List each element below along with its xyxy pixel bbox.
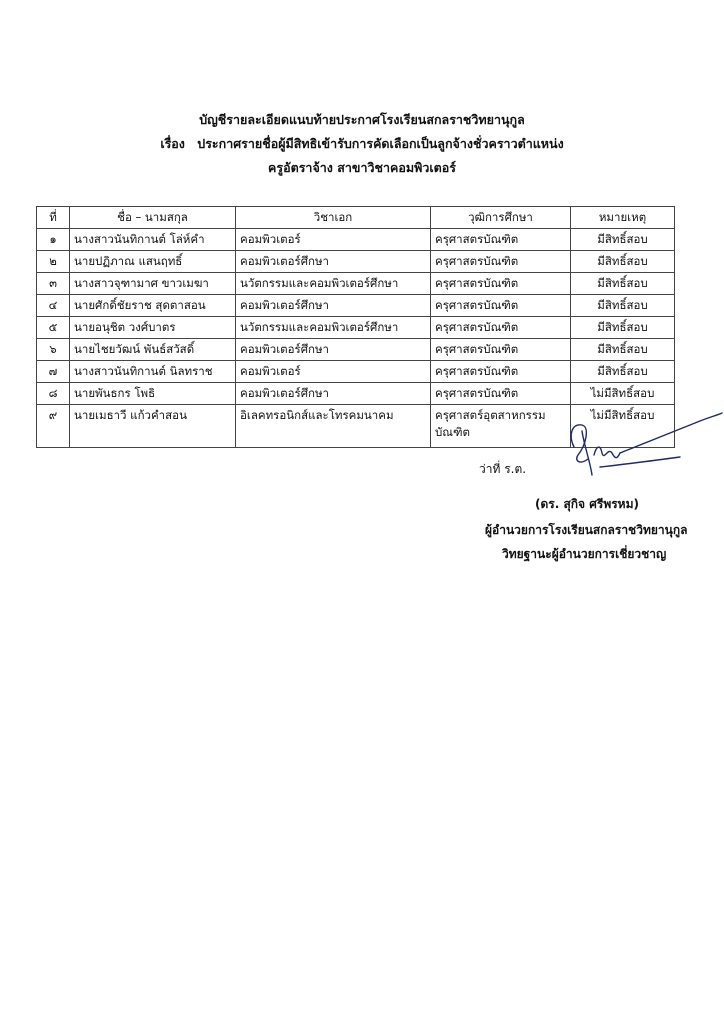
header-note: หมายเหตุ xyxy=(571,207,675,229)
cell-no: ๓ xyxy=(37,273,70,295)
signatory-academic-rank: วิทยฐานะผู้อำนวยการเชี่ยวชาญ xyxy=(502,547,667,561)
cell-degree: ครุศาสตรบัณฑิต xyxy=(431,361,571,383)
cell-note: ไม่มีสิทธิ์สอบ xyxy=(571,383,675,405)
cell-no: ๕ xyxy=(37,317,70,339)
cell-degree: ครุศาสตรบัณฑิต xyxy=(431,229,571,251)
subject-text: ประกาศรายชื่อผู้มีสิทธิเข้ารับการคัดเลือกเป็นลูกจ้างชั่วคราวตำแหน่ง xyxy=(197,136,564,151)
candidate-table xyxy=(36,206,675,448)
cell-note: มีสิทธิ์สอบ xyxy=(571,317,675,339)
cell-note: มีสิทธิ์สอบ xyxy=(571,339,675,361)
cell-degree: ครุศาสตรบัณฑิต xyxy=(431,295,571,317)
cell-major: คอมพิวเตอร์ xyxy=(236,229,431,251)
cell-name: นายพันธกร โพธิ xyxy=(70,383,236,405)
cell-degree: ครุศาสตรบัณฑิต xyxy=(431,383,571,405)
cell-name: นายไชยวัฒน์ พันธ์สวัสดิ์ xyxy=(70,339,236,361)
header-name: ชื่อ – นามสกุล xyxy=(70,207,236,229)
approved-rank-text: ว่าที่ ร.ต. xyxy=(479,462,527,476)
cell-note: ไม่มีสิทธิ์สอบ xyxy=(571,405,675,448)
cell-name: นายเมธาวี แก้วคำสอน xyxy=(70,405,236,448)
cell-major: อิเลคทรอนิกส์และโทรคมนาคม xyxy=(236,405,431,448)
signatory-name: (ดร. สุกิจ ศรีพรหม) xyxy=(535,497,639,511)
table-header-row xyxy=(37,207,675,229)
cell-major: คอมพิวเตอร์ศึกษา xyxy=(236,339,431,361)
cell-note: มีสิทธิ์สอบ xyxy=(571,251,675,273)
header-major: วิชาเอก xyxy=(236,207,431,229)
cell-degree: ครุศาสตรบัณฑิต xyxy=(431,339,571,361)
table-row xyxy=(37,339,675,361)
table-row xyxy=(37,383,675,405)
cell-no: ๒ xyxy=(37,251,70,273)
cell-major: คอมพิวเตอร์ศึกษา xyxy=(236,295,431,317)
cell-major: คอมพิวเตอร์ศึกษา xyxy=(236,251,431,273)
cell-no: ๔ xyxy=(37,295,70,317)
header-degree: วุฒิการศึกษา xyxy=(431,207,571,229)
subject-label: เรื่อง xyxy=(160,136,185,151)
cell-major: นวัตกรรมและคอมพิวเตอร์ศึกษา xyxy=(236,317,431,339)
cell-degree: ครุศาสตรบัณฑิต xyxy=(431,317,571,339)
cell-major: คอมพิวเตอร์ศึกษา xyxy=(236,383,431,405)
cell-no: ๑ xyxy=(37,229,70,251)
cell-no: ๖ xyxy=(37,339,70,361)
cell-degree: ครุศาสตรบัณฑิต xyxy=(431,251,571,273)
cell-note: มีสิทธิ์สอบ xyxy=(571,229,675,251)
table-row xyxy=(37,273,675,295)
cell-note: มีสิทธิ์สอบ xyxy=(571,295,675,317)
cell-name: นางสาวนันทิกานต์ นิลทราช xyxy=(70,361,236,383)
cell-no: ๙ xyxy=(37,405,70,448)
table-row xyxy=(37,317,675,339)
cell-name: นางสาวจุฑามาศ ขาวเมฆา xyxy=(70,273,236,295)
table-row xyxy=(37,405,675,448)
cell-major: นวัตกรรมและคอมพิวเตอร์ศึกษา xyxy=(236,273,431,295)
cell-name: นายปฏิภาณ แสนฤทธิ์ xyxy=(70,251,236,273)
signatory-position: ผู้อำนวยการโรงเรียนสกลราชวิทยานุกูล xyxy=(485,523,688,537)
cell-name: นางสาวนันทิกานต์ โล่ห์คำ xyxy=(70,229,236,251)
table-row xyxy=(37,295,675,317)
cell-no: ๘ xyxy=(37,383,70,405)
cell-no: ๗ xyxy=(37,361,70,383)
document-subject xyxy=(0,132,724,156)
table-row xyxy=(37,361,675,383)
table-row xyxy=(37,229,675,251)
cell-major: คอมพิวเตอร์ xyxy=(236,361,431,383)
document-position-title: ครูอัตราจ้าง สาขาวิชาคอมพิวเตอร์ xyxy=(268,160,456,175)
cell-note: มีสิทธิ์สอบ xyxy=(571,273,675,295)
cell-degree: ครุศาสตรบัณฑิต xyxy=(431,273,571,295)
header-no: ที่ xyxy=(37,207,70,229)
table-row xyxy=(37,251,675,273)
document-header xyxy=(0,108,724,180)
cell-note: มีสิทธิ์สอบ xyxy=(571,361,675,383)
document-title: บัญชีรายละเอียดแนบท้ายประกาศโรงเรียนสกลราชวิทยานุกูล xyxy=(199,112,525,127)
cell-degree: ครุศาสตร์อุตสาหกรรมบัณฑิต xyxy=(431,405,571,448)
cell-name: นายอนุชิต วงศ์บาตร xyxy=(70,317,236,339)
cell-name: นายศักดิ์ชัยราช สุดตาสอน xyxy=(70,295,236,317)
